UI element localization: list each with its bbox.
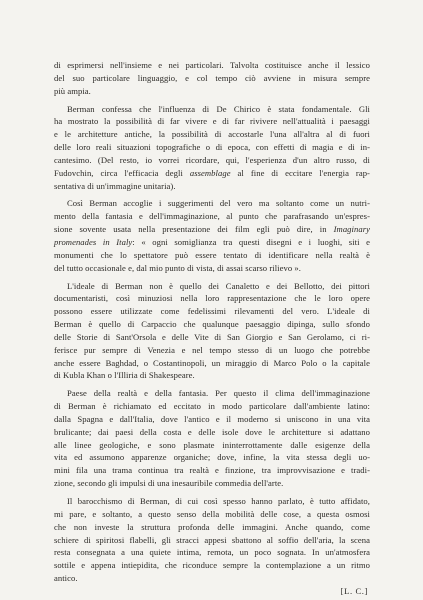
text-line: delle loro reali situazioni topografiche o di epoca, con effetti di magia e di in-: [54, 142, 370, 153]
text-line: cantesimo. (Del resto, io vorrei ricordare, qui, l'esperienza d'un altro russo, di: [54, 154, 370, 165]
paragraph-4: [54, 280, 370, 383]
text-line: più ampia.: [54, 85, 91, 96]
text-line: resta consegnata a una quiete intima, remota, un poco sognata. In un'atmosfera: [54, 547, 370, 558]
paragraph-6: [54, 495, 370, 585]
text-line: Così Berman accoglie i suggerimenti del vero ma soltanto come un nutri-: [67, 198, 370, 209]
text-line: possono essere utilizzate come fedelissimi rilevamenti del vero. L'ideale di: [54, 306, 370, 317]
paragraph-3: [54, 197, 370, 274]
italic-title: Imaginary: [333, 224, 370, 235]
text-line: delle Storie di Sant'Orsola e delle Vite di San Giorgio e San Gerolamo, ci ri-: [54, 331, 370, 342]
text-line: schiere di spiritosi flabelli, gli stracci appesi sbattono al soffio dell'aria, la scena: [54, 534, 370, 545]
author-initials: [L. C.]: [340, 585, 368, 596]
italic-term: assemblage: [189, 167, 231, 178]
text-line: di Kubla Khan o l'Illiria di Shakespeare.: [54, 370, 195, 381]
text-line: dalla Spagna e dall'Italia, dove l'antico e il moderno si uniscono in una vita: [54, 413, 370, 424]
text-line: che non investe la struttura profonda delle immagini. Anche quando, come: [54, 521, 370, 532]
text-line: sione sovente usata nella presentazione dei film egli può dire, in Imaginary: [54, 224, 370, 235]
paragraph-5: [54, 387, 370, 490]
text-line: e le architetture antiche, la possibilità di accostarle l'una all'altra al di fuori: [54, 129, 370, 140]
text-line: Fudovchin, circa l'efficacia degli assemblage al fine di eccitare l'energia rap-: [54, 167, 370, 178]
text-line: mi pare, e soltanto, a questo senso della mobilità delle cose, a questa osmosi: [54, 508, 370, 519]
text-line: brulicante; dai paesi della costa e delle isole dove le architetture si adattano: [54, 426, 370, 437]
italic-title: promenades in Italy: [54, 236, 133, 247]
text-line: di esprimersi nell'insieme e nei particolari. Talvolta costituisce anche il lessico: [54, 60, 370, 70]
text-line: del tutto occasionale e, dal mio punto di vista, di assai scarso rilievo ».: [54, 262, 301, 273]
text-line: mento della fantasia e dell'immaginazione, al punto che parafrasando un'espres-: [54, 211, 370, 222]
text-line: Berman è quello di Carpaccio che qualunque paesaggio dipinga, sullo sfondo: [54, 319, 370, 330]
text-line: mini fila una trama continua tra realtà e finzione, tra improvvisazione e tradi-: [54, 465, 370, 476]
text-line: di Berman è richiamato ed eccitato in modo particolare dall'ambiente latino:: [54, 401, 370, 412]
text-line: Berman confessa che l'influenza di De Chirico è stata fondamentale. Gli: [67, 103, 370, 114]
text-line: zione, secondo gli impulsi di una inesauribile commedia dell'arte.: [54, 478, 284, 489]
text-line: promenades in Italy: « ogni somiglianza tra questi disegni e i luoghi, siti e: [54, 236, 370, 247]
text-line: documentaristi, così minuziosi nella loro rappresentazione che le loro opere: [54, 293, 370, 304]
text-line: Paese della realtà e della fantasia. Per questo il clima dell'immaginazione: [67, 388, 370, 399]
text-line: ha mostrato la possibilità di far vivere e di far rivivere nell'attualità i paesaggi: [54, 116, 370, 127]
text-line: sottile e appena intiepidita, che riconduce sempre la contemplazione a un ritmo: [54, 560, 370, 571]
text-line: Il barocchismo di Berman, di cui così spesso hanno parlato, è tutto affidato,: [67, 496, 370, 506]
text-line: vita ed assumono apparenze organiche; dove, infine, la vita stessa degli uo-: [54, 452, 370, 463]
text-line: monumenti che lo spettatore può essere tentato di identificare nella realtà è: [54, 249, 370, 260]
text-line: del suo particolare linguaggio, e col tempo ciò avviene in misura sempre: [54, 72, 370, 83]
paragraph-1: [54, 59, 370, 98]
text-line: anche essere Baghdad, o Costantinopoli, un miraggio di Marco Polo o la capitale: [54, 357, 370, 368]
article-text: [54, 59, 370, 598]
text-line: sentativa di un'immagine unitaria).: [54, 180, 176, 191]
text-line: antico.: [54, 573, 78, 584]
text-line: alle linee geologiche, e sono plasmate ininterrottamente dalle esigenze della: [54, 439, 370, 450]
text-line: L'ideale di Berman non è quello dei Canaletto e dei Bellotto, dei pittori: [67, 280, 370, 291]
text-line: ferisce pur sempre di Venezia e nel tempo stesso di un luogo che potrebbe: [54, 344, 370, 355]
paragraph-2: [54, 103, 370, 193]
